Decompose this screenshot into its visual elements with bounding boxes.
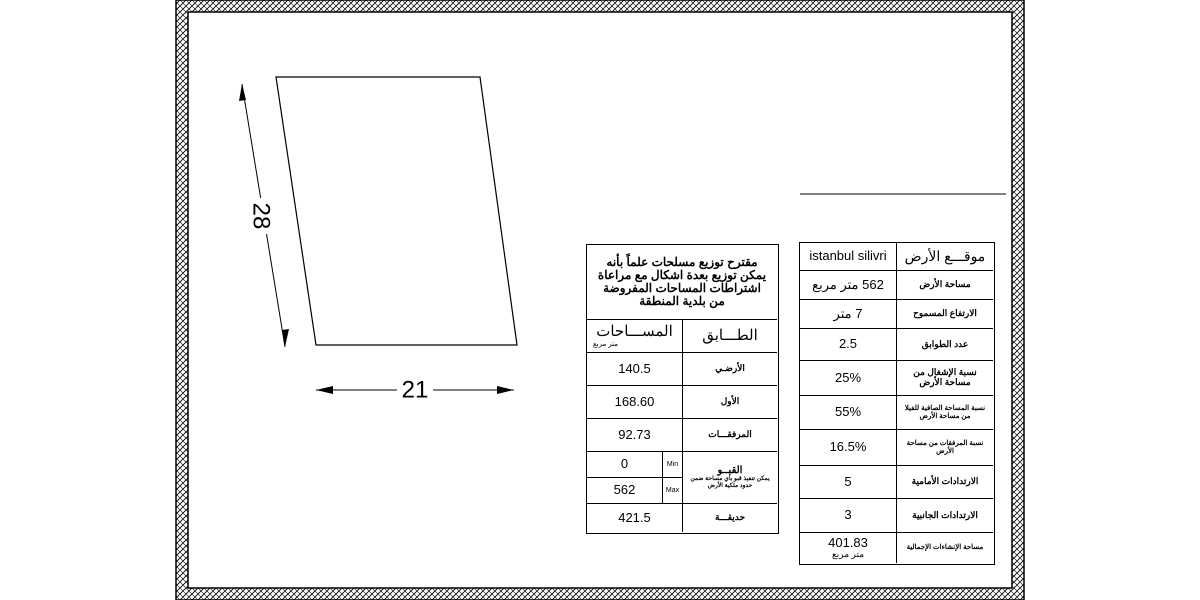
area-label-ground: الأرضـي (682, 353, 777, 386)
basement-min-label: Min (662, 452, 682, 478)
site-label-floors: عدد الطوابق (896, 329, 993, 361)
site-value-occupancy: 25% (800, 361, 896, 396)
area-value-first: 168.60 (587, 386, 682, 419)
location-value: istanbul silivri (800, 243, 896, 271)
garden-value: 421.5 (618, 509, 651, 525)
site-total-label: مساحة الإنشاءات الإجمالية (896, 533, 993, 563)
basement-label: القبــو (717, 465, 743, 477)
width-dimension-label: 21 (401, 376, 429, 404)
site-value-net-area: 55% (800, 396, 896, 430)
site-value-front-setback: 5 (800, 466, 896, 499)
site-value-annexes: 16.5% (800, 430, 896, 466)
site-label-height: الارتفاع المسموح (896, 300, 993, 329)
site-label-occupancy: نسبة الإشغال من مساحة الأرض (896, 361, 993, 396)
header-floor: الطـــابق (682, 320, 777, 353)
header-areas: المســـاحات (596, 323, 673, 341)
basement-max-value: 562 (587, 478, 662, 504)
basement-note: يمكن تنفيذ قبو بأي مساحة ضمن حدود ملكية الأرض (690, 476, 770, 489)
site-label-area: مساحة الأرض (896, 271, 993, 300)
height-dimension-label: 28 (247, 202, 275, 230)
areas-table (586, 244, 779, 534)
area-value-annexes: 92.73 (587, 419, 682, 452)
header-areas-cell (587, 320, 682, 353)
garden-label: حديقـــة (682, 504, 777, 532)
site-label-net-area: نسبة المساحة الصافية للفيلا من مساحة الأرض (896, 396, 993, 430)
parcel-outline (276, 77, 517, 345)
areas-note: مقترح توزيع مسلحات علماً بأنه يمكن توزيع بعدة اشكال مع مراعاة اشتراطات المساحات المفروضة من بلدية المنطقة (587, 245, 777, 320)
area-label-first: الأول (682, 386, 777, 419)
basement-min-value: 0 (587, 452, 662, 478)
area-label-annexes: المرفقـــات (682, 419, 777, 452)
site-table (799, 242, 995, 565)
site-value-side-setback: 3 (800, 499, 896, 533)
basement-cell (682, 452, 777, 504)
header-areas-unit: متر مربع (593, 340, 618, 348)
basement-max-label: Max (662, 478, 682, 504)
site-label-side-setback: الارتدادات الجانبية (896, 499, 993, 533)
site-total-value: 401.83 (828, 534, 868, 550)
location-label: موقـــع الأرض (896, 243, 993, 271)
site-value-area: 562 متر مربع (800, 271, 896, 300)
site-value-floors: 2.5 (800, 329, 896, 361)
site-label-annexes: نسبة المرفقات من مساحة الأرض (896, 430, 993, 466)
site-value-height: 7 متر (800, 300, 896, 329)
site-total-unit: متر مربع (831, 549, 865, 560)
site-label-front-setback: الارتدادات الأمامية (896, 466, 993, 499)
area-value-ground: 140.5 (587, 353, 682, 386)
site-total-cell (800, 533, 896, 563)
